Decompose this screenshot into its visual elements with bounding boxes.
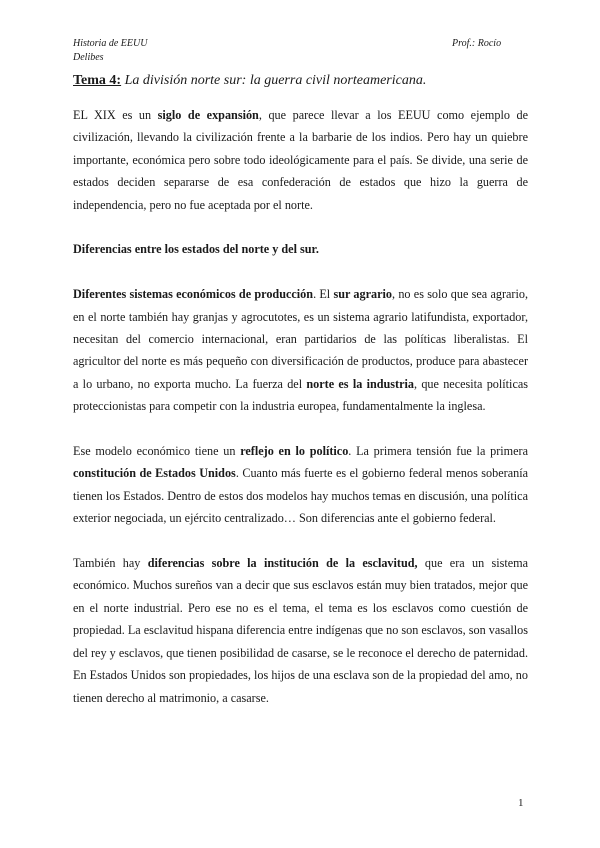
text-run: . El [313,287,334,302]
paragraph-slavery [73,552,528,709]
header-course-school: Delibes [73,52,104,63]
page-title [73,71,533,91]
text-run: . Cuanto más fuerte es el gobierno federal menos soberanía tienen los Estados. Dentro de estos dos modelos hay muchos temas en discusión, una política exterior negociada, un ejército centralizado… Son diferencias ante el gobierno federal. [73,466,528,526]
text-bold: norte es la industria [306,376,414,391]
text-run: . La primera tensión fue la primera [348,444,528,459]
header-course-title: Historia de EEUU [73,38,148,49]
document-body [73,104,528,731]
header-course [73,37,147,65]
text-bold: sur agrario [333,287,393,302]
title-label: Tema 4: [73,73,122,88]
text-run: , que parece llevar a los EEUU como ejemplo de civilización, llevando la civilización frente a la barbarie de los indios. Pero hay un quiebre importante, económica pero sobre todo ideológicamente para el país. Se divide, una serie de estados deciden separarse de esa confederación de estados que hizo la guerra de independencia, pero no fue aceptada por el norte. [73,108,528,212]
text-run: EL XIX es un [73,108,158,122]
text-run: También hay [73,556,148,571]
text-run: Ese modelo económico tiene un [73,444,241,459]
text-bold: Diferentes sistemas económicos de producción [73,287,314,302]
section-heading: Diferencias entre los estados del norte y del sur. [73,242,319,257]
text-bold: constitución de Estados Unidos [73,466,236,481]
text-bold: siglo de expansión [157,108,259,122]
header-professor: Prof.: Rocío [452,38,502,49]
title-subtitle: La división norte sur: la guerra civil norteamericana. [121,73,427,88]
paragraph-political [73,440,528,530]
text-bold: diferencias sobre la institución de la esclavitud, [147,556,418,571]
paragraph-economic [73,283,528,417]
text-run: que era un sistema económico. Muchos sureños van a decir que sus esclavos están muy bien tratados, mejor que en el norte industrial. Pero ese no es el tema, el tema es los esclavos como cuestión de propiedad. La esclavitud hispana diferencia entre indígenas que no son esclavos, son vasallos del rey y esclavos, que tienen posibilidad de casarse, se le reconoce el derecho de paternidad. En Estados Unidos son propiedades, los hijos de una esclava son de la propiedad del amo, no tienen derecho al matrimonio, a casarse. [73,556,529,705]
text-run: , no es solo que sea agrario, en el norte también hay granjas y agrocutotes, es un sistema agrario latifundista, exportador, necesitan del comercio internacional, eran partidarios de las políticas liberalistas. El agricultor del norte es más pequeño con diversificación de productos, produce para abastecer a lo urbano, no exporta mucho. La fuerza del [73,287,528,391]
text-run: , que necesita políticas proteccionistas para competir con la industria europea, fundamentalmente la inglesa. [73,376,529,414]
paragraph-intro [73,104,528,216]
page-number: 1 [518,797,524,809]
text-bold: reflejo en lo político [240,444,349,459]
